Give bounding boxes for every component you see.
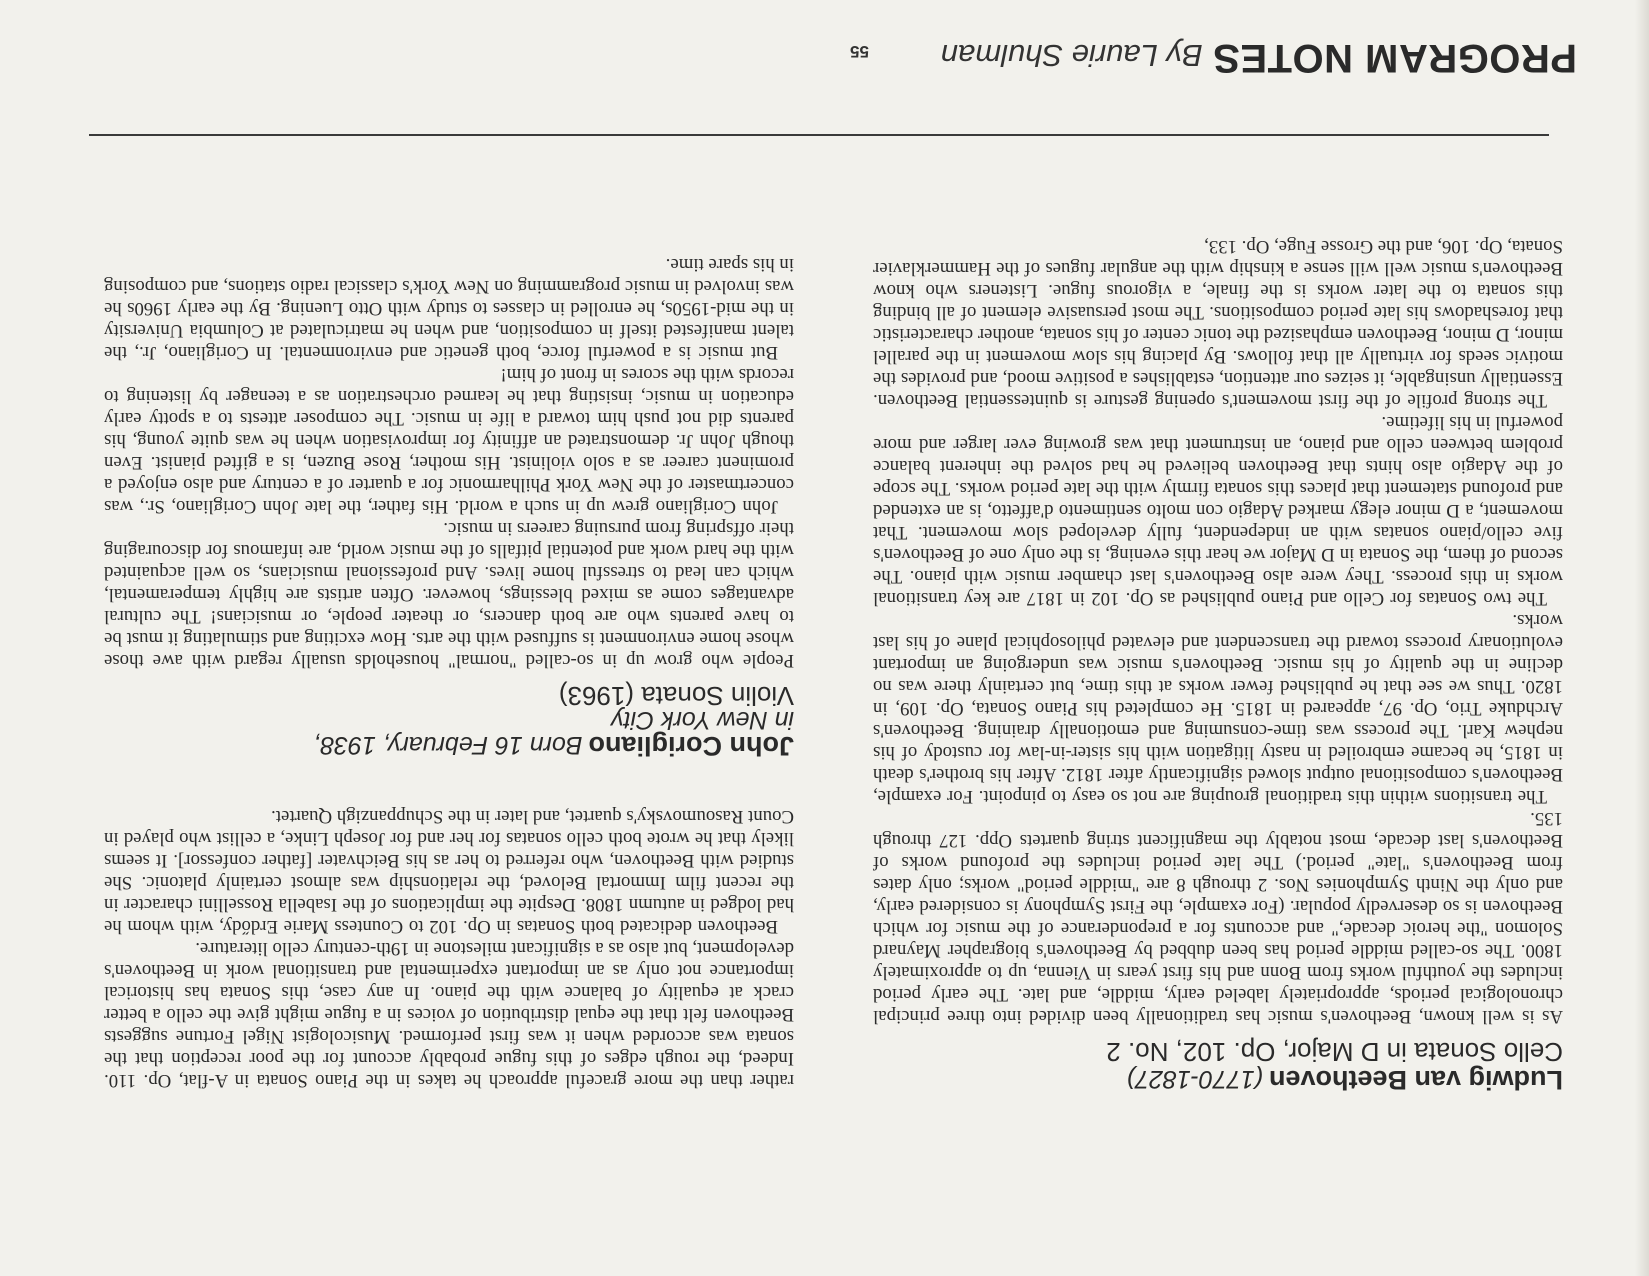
paragraph: As is well known, Beethoven's music has traditionally been divided into three principal chronological periods, appropriately labeled early, middle, and late. The early period includes the youthful works from Bonn and his first years in Vienna, up to approximately 1800. The so-called middle period has been dubbed by Beethoven's biographer Maynard Solomon "the heroic decade," and accounts for a preponderance of the music for which Beethoven is so deservedly popular. (For example, the First Symphony is considered early, and only the Ninth Symphonies Nos. 2 through 8 are "middle period" works; only dates from Beethoven's "late" period.) The late period includes the profound works of Beethoven's last decade, most notably the magnificent string quartets Opp. 127 through 135. (873, 808, 1563, 1027)
page-number: 55 (850, 42, 869, 61)
composer-name: Ludwig van Beethoven (1268, 1065, 1563, 1095)
work-title: Violin Sonata (1963) (558, 681, 794, 711)
paragraph: John Corigliano grew up in such a world. His father, the late John Corigliano, Sr., was concertmaster of the New York Philharmonic for a quarter of a century and also enjoyed a prominent career as a solo violinist. His mother, Rose Buzen, is a gifted pianist. Even though John Jr. demonstrated an affinity for improvisation when he was quite young, his parents did not push him toward a life in music. The composer attests to a spotty early education in music, insisting that he learned orchestration as a teenager by listening to records with the scores in front of him! (104, 364, 794, 517)
right-column (104, 151, 794, 1091)
composer-birthplace: in New York City (611, 706, 794, 734)
page-header (67, 35, 1577, 80)
composer-dates: (1770-1827) (1126, 1065, 1263, 1093)
paragraph: Beethoven dedicated both Sonatas in Op. 102 to Countess Marie Erdődy, with whom he had lodged in autumn 1808. Despite the implications of the Isabella Rossellini character in the recent film Immortal Beloved, the relationship was almost certainly platonic. She studied with Beethoven, who referred to her as his Beichvater [father confessor]. It seems likely that he wrote both cello sonatas for her and for Joseph Linke, a cellist who played in Count Rasoumovsky's quartet, and later in the Schuppanzigh Quartet. (104, 806, 794, 937)
paragraph: The strong profile of the first movement's opening gesture is quintessential Beethoven. Essentially unsingable, it seizes our attention, establishes a positive mood, and provides the motivic seeds for virtually all that follows. By placing his slow movement in the parallel minor, D minor, Beethoven emphasized the tonic center of his sonata, another characteristic that foreshadows his late period compositions. The most persuasive element of all binding this sonata to the later works is the finale, a vigorous fugue. Listeners who know Beethoven's music well will sense a kinship with the angular fugues of the Hammerklavier Sonata, Op. 106, and the Grosse Fuge, Op. 133, (873, 236, 1563, 411)
scan-border (1635, 0, 1649, 1276)
paragraph: The two Sonatas for Cello and Piano published as Op. 102 in 1817 are key transitional works in this process. They were also Beethoven's last chamber music with piano. The second of them, the Sonata in D Major we hear this evening, is the only one of Beethoven's five cello/piano sonatas with an independent, fully developed slow movement. That movement, a D minor elegy marked Adagio con molto sentimento d'affetto, is an extended and profound statement that places this sonata firmly with the late period works. The scope of the Adagio also hints that Beethoven believed he had solved the inherent balance problem between cello and piano, an instrument that was growing ever larger and more powerful in his lifetime. (873, 412, 1563, 609)
paragraph: The transitions within this traditional grouping are not so easy to pinpoint. For example, Beethoven's compositional output slowed significantly after 1812. After his brother's death in 1815, he became embroiled in nasty litigation with his sister-in-law for custody of his nephew Karl. The process was time-consuming and emotionally draining. Beethoven's Archduke Trio, Op. 97, appeared in 1815. He completed his Piano Sonata, Op. 109, in 1820. Thus we see that he published fewer works at this time, but certainly there was no decline in the quality of his music. Beethoven's music was undergoing an important evolutionary process toward the transcendent and elevated philosophical plane of his last works. (873, 610, 1563, 807)
left-column (873, 151, 1563, 1095)
header-byline: By Laurie Shulman (940, 38, 1203, 73)
corigliano-heading (104, 731, 794, 761)
beethoven-heading (873, 1065, 1563, 1095)
composer-born: Born 16 February, 1938, (313, 731, 583, 759)
header-title: PROGRAM NOTES (1212, 36, 1577, 80)
paragraph: rather than the more graceful approach he takes in the Piano Sonata in A-flat, Op. 110. Indeed, the rough edges of this fugue probably account for the poor reception that the sonata was accorded when it was first performed. Musicologist Nigel Fortune suggests Beethoven felt that the equal distribution of voices in a fugue might give the cello a better crack at equality of balance with the piano. In any case, this Sonata has historical importance not only as an important experimental and transitional work in Beethoven's development, but also as a significant milestone in 19th-century cello literature. (104, 938, 794, 1091)
header-rule (89, 134, 1549, 136)
paragraph: But music is a powerful force, both genetic and environmental. In Corigliano, Jr., the talent manifested itself in composition, and when he matriculated at Columbia University in the mid-1950s, he enrolled in classes to study with Otto Luening. By the early 1960s he was involved in music programming on New York's classical radio stations, and composing in his spare time. (104, 254, 794, 363)
paragraph: People who grow up in so-called "normal" households usually regard with awe those whose home environment is suffused with the arts. How exciting and stimulating it must be to have parents who are both dancers, or theater people, or musicians! The cultural advantages come as mixed blessings, however. Often artists are highly temperamental, which can lead to stressful home lives. And professional musicians, so well acquainted with the hard work and potential pitfalls of the music world, are infamous for discouraging their offspring from pursuing careers in music. (104, 518, 794, 671)
work-title: Cello Sonata in D Major, Op. 102, No. 2 (1106, 1037, 1563, 1067)
section-gap (104, 757, 794, 805)
composer-name: John Corigliano (588, 731, 794, 761)
